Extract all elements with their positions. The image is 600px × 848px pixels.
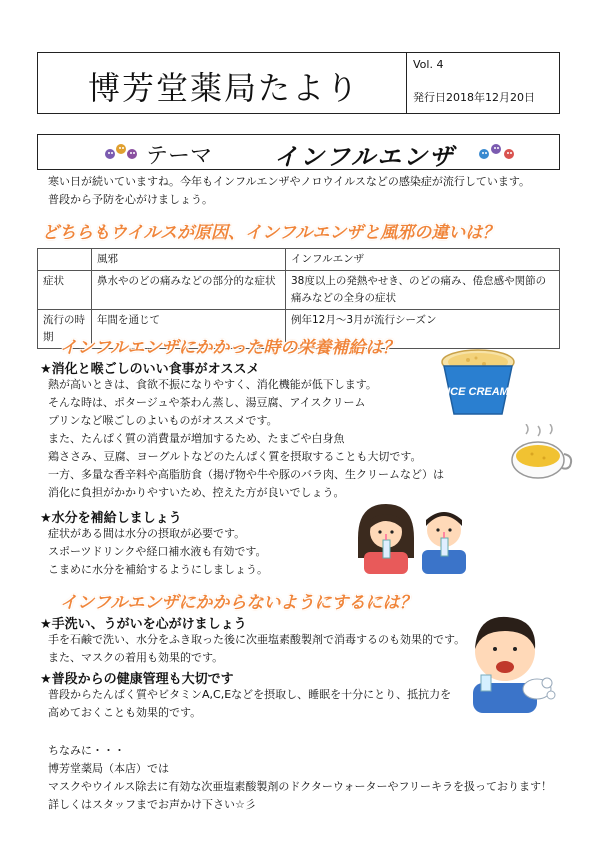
newsletter-header [37,52,560,114]
table-cell: 症状 [38,271,92,310]
body-line: そんな時は、ポタージュや茶わん蒸し、湯豆腐、アイスクリーム [48,396,366,409]
theme-label: テーマ [146,144,213,169]
body-line: 一方、多量な香辛料や高脂肪食（揚げ物や牛や豚のバラ肉、生クリームなど）は [48,468,444,481]
subsection-title: ★普段からの健康管理も大切です [40,672,234,687]
body-line: 手を石鹸で洗い、水分をふき取った後に次亜塩素酸製剤で消毒するのも効果的です。 [48,633,466,646]
soup-bowl-icon [508,424,576,484]
children-drinking-icon [350,498,480,574]
intro-line: 寒い日が続いていますね。今年もインフルエンザやノロウイルスなどの感染症が流行しています。 [48,175,531,188]
body-line: 消化に負担がかかりやすいため、控えた方が良いでしょう。 [48,486,345,499]
body-line: 高めておくことも効果的です。 [48,706,202,719]
footer-line: 博芳堂薬局（本店）では [48,762,169,775]
ice-cream-cup-icon [438,346,518,420]
table-cell: 流行の時期 [38,310,92,349]
table-header-row [38,249,560,271]
footer-line: マスクやウイルス除去に有効な次亜塩素酸製剤のドクターウォーターやフリーキラを扱っております！ [48,780,553,793]
subsection-body [48,376,444,502]
subsection-title: ★消化と喉ごしのいい食事がオススメ [40,362,260,377]
theme-name: インフルエンザ [274,143,456,171]
body-line: こまめに水分を補給するようにしましょう。 [48,563,268,576]
body-line: また、マスクの着用も効果的です。 [48,651,224,664]
section-heading: インフルエンザにかからないようにするには？ [60,593,417,613]
table-cell: 年間を通じて [92,310,286,349]
table-header-cell: インフルエンザ [286,249,560,271]
section-heading: インフルエンザにかかった時の栄養補給は？ [60,338,400,358]
body-line: 症状がある間は水分の摂取が必要です。 [48,527,246,540]
subsection-body [48,631,465,667]
table-row [38,271,560,310]
body-line: また、たんぱく質の消費量が増加するため、たまごや白身魚 [48,432,345,445]
table-cell: 38度以上の発熱やせき、のどの痛み、倦怠感や関節の痛みなどの全身の症状 [286,271,560,310]
footer-line: 詳しくはスタッフまでお声かけ下さい☆彡 [48,798,256,811]
theme-box [37,134,560,170]
virus-icon [104,143,138,161]
body-line: 鶏ささみ、豆腐、ヨーグルトなどのたんぱく質を摂取することも大切です。 [48,450,422,463]
gargle-handwash-icon [463,613,561,713]
volume-number: Vol. 4 [413,58,444,71]
section-heading: どちらもウイルスが原因、インフルエンザと風邪の違いは？ [42,223,500,243]
body-line: スポーツドリンクや経口補水液も有効です。 [48,545,267,558]
subsection-body [48,525,268,579]
virus-icon [478,143,516,161]
intro-line: 普段から予防を心がけましょう。 [48,193,213,206]
subsection-title: ★手洗い、うがいを心がけましょう [40,617,247,632]
body-line: 熱が高いときは、食欲不振になりやすく、消化機能が低下します。 [48,378,377,391]
subsection-body [48,686,451,722]
body-line: プリンなど喉ごしのよいものがオススメです。 [48,414,278,427]
footer-line: ちなみに・・・ [48,744,125,757]
ice-cream-label: ICE CREAM [447,386,509,398]
table-header-cell: 風邪 [92,249,286,271]
subsection-title: ★水分を補給しましょう [40,511,182,526]
footer-note [48,742,552,814]
body-line: 普段からたんぱく質やビタミンA,C,Eなどを摂取し、睡眠を十分にとり、抵抗力を [48,688,452,701]
table-cell [38,249,92,271]
issue-date: 発行日2018年12月20日 [413,91,535,104]
newsletter-title: 博芳堂薬局たより [88,69,361,107]
table-cell: 例年12月～3月が流行シーズン [286,310,560,349]
table-cell: 鼻水やのどの痛みなどの部分的な症状 [92,271,286,310]
title-box [38,53,407,113]
